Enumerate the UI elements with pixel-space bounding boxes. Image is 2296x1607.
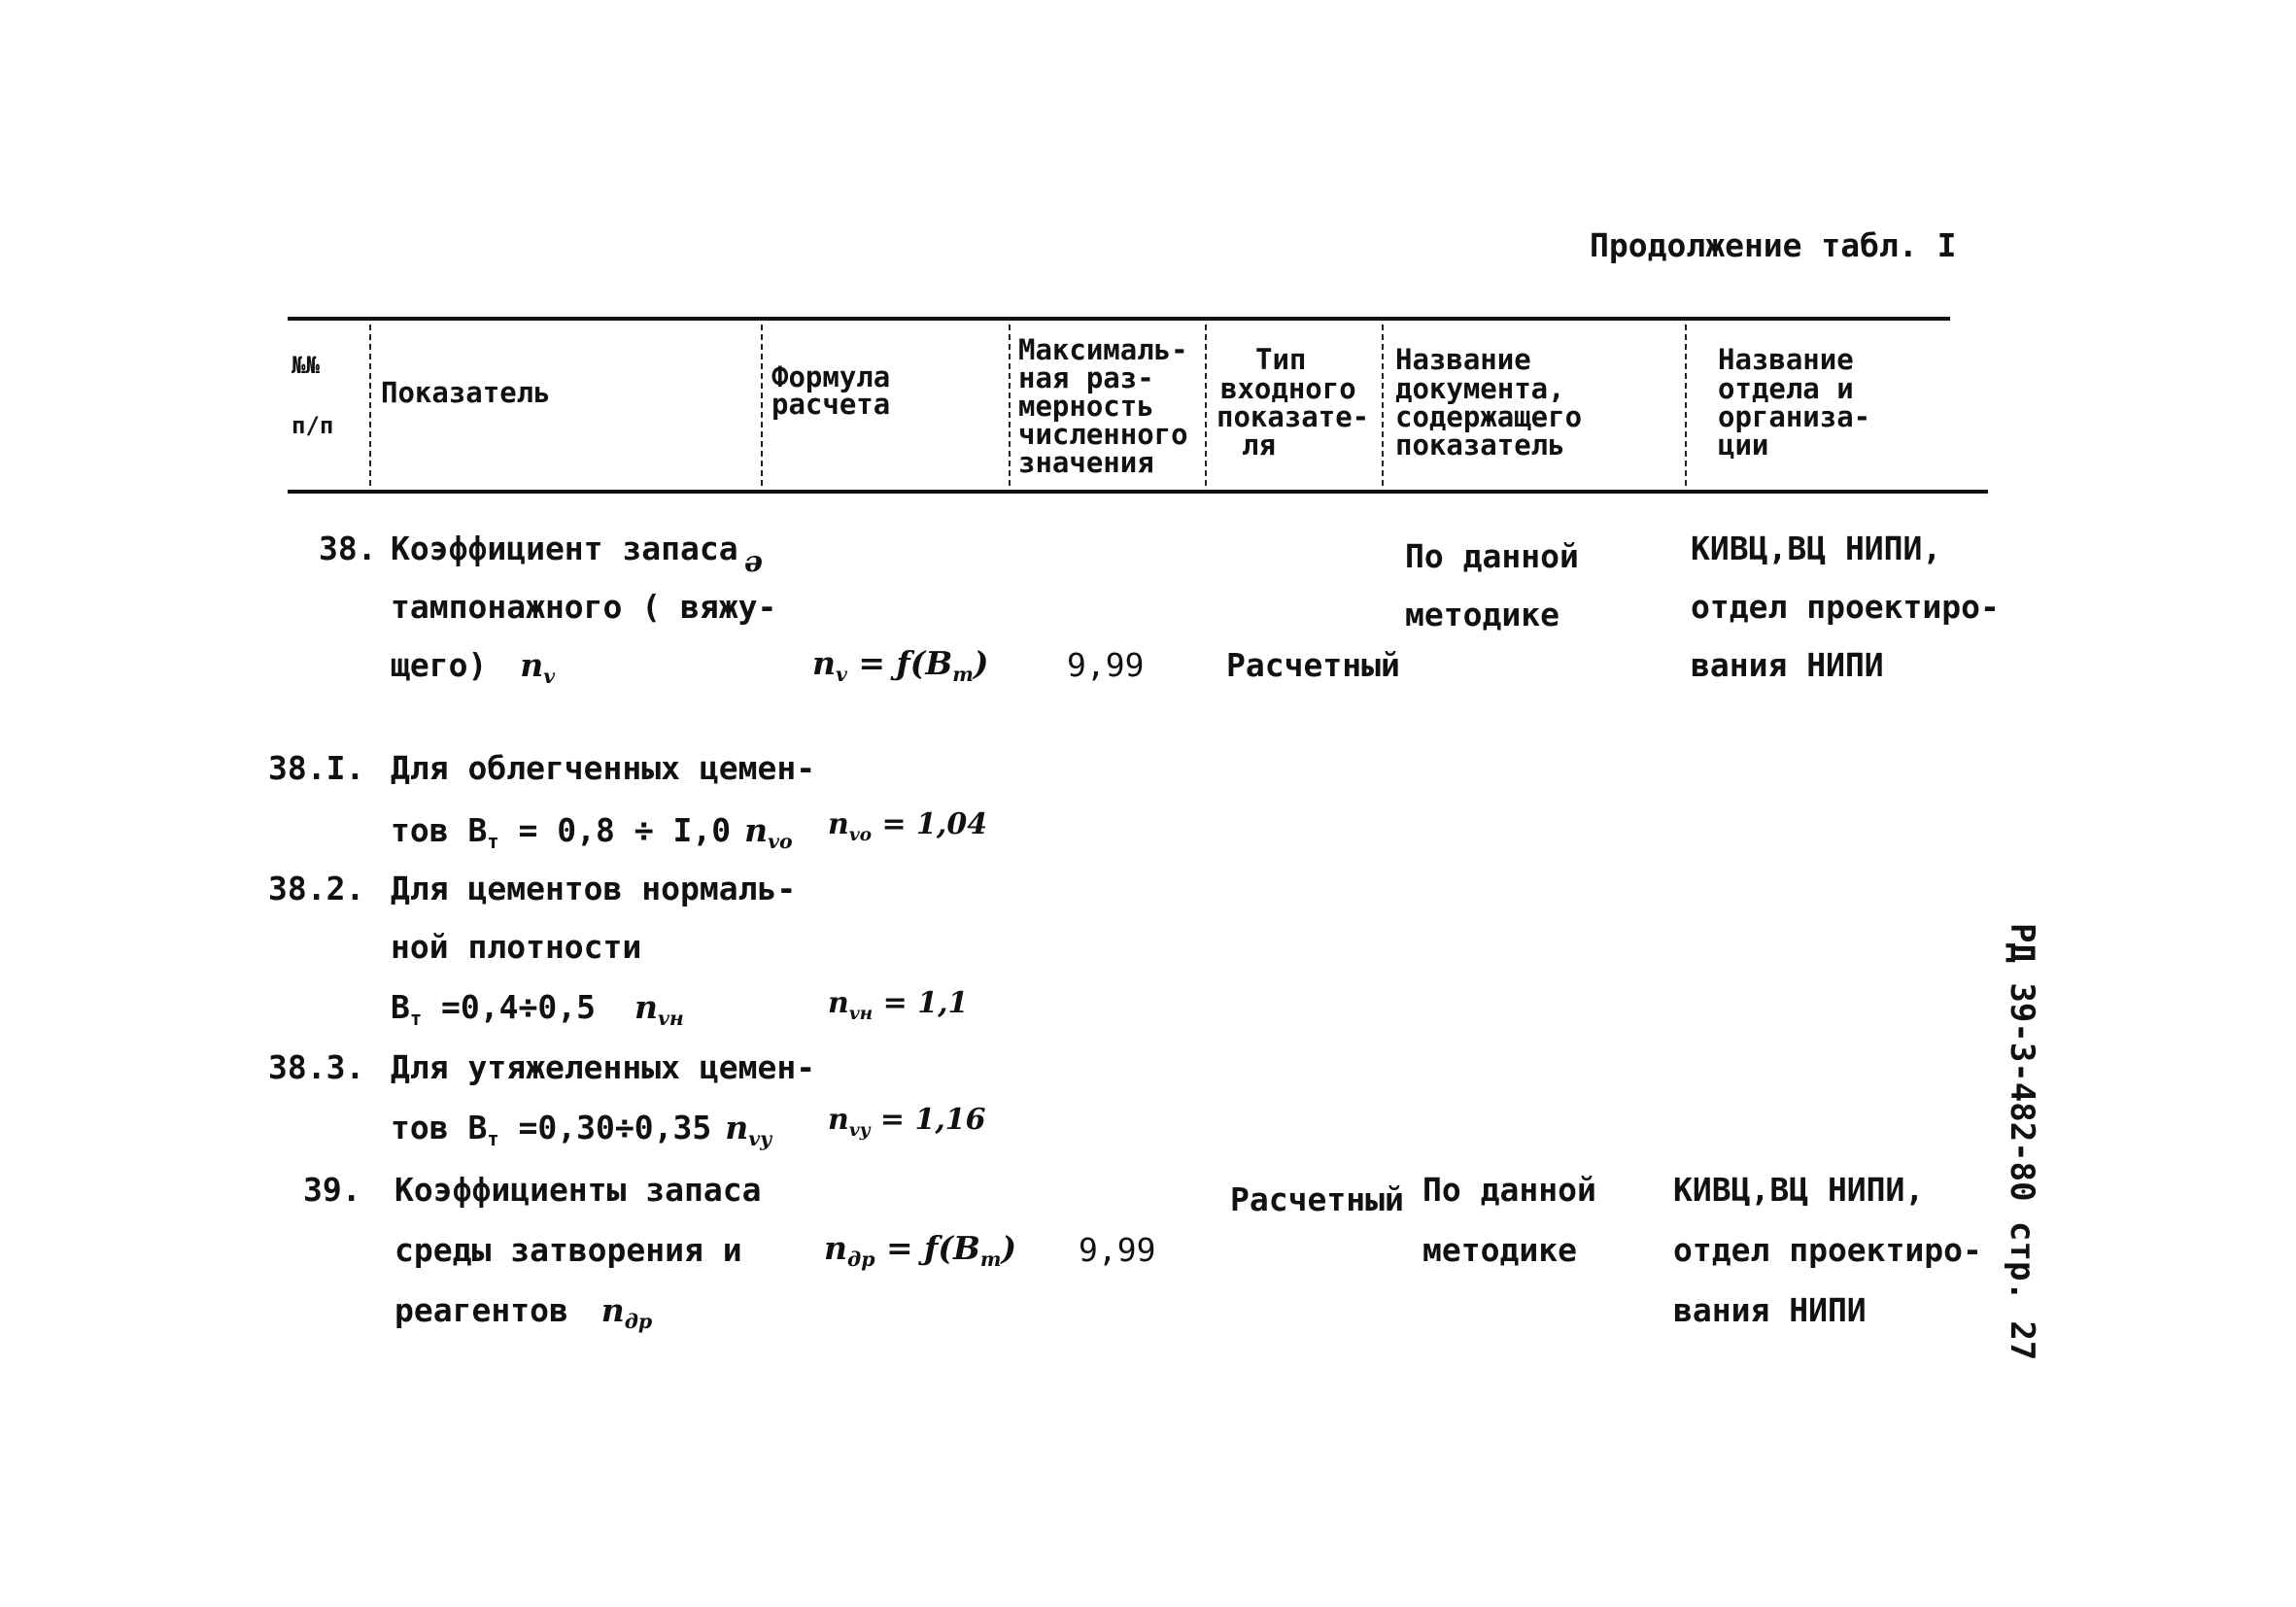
- table-header-rule: [288, 490, 1988, 494]
- header-maxdim-line: ная раз-: [1018, 361, 1154, 394]
- header-maxdim-line: Максималь-: [1018, 333, 1188, 366]
- header-document-line: содержащего: [1395, 400, 1583, 433]
- document-code: РД 39-3-482-80 стр. 27: [2003, 923, 2041, 1361]
- header-type-line: ля: [1242, 428, 1276, 462]
- row-number: 38.: [319, 530, 377, 567]
- symbol: $n_{vy}$: [725, 1109, 771, 1151]
- header-type-line: Тип: [1255, 343, 1307, 376]
- department-line: вания НИПИ: [1691, 646, 1884, 684]
- header-type-line: показате-: [1217, 400, 1370, 433]
- symbol: $n_v$: [520, 646, 556, 689]
- row-indicator-line: среды затворения и: [394, 1231, 742, 1269]
- header-department-line: Название: [1718, 343, 1854, 376]
- formula: $n_{vy} = 1,16$: [828, 1103, 986, 1141]
- department-line: КИВЦ,ВЦ НИПИ,: [1691, 530, 1942, 567]
- row-indicator-line: тов $В_т =0,30\div 0,35$ $n_{vy}$: [391, 1109, 771, 1151]
- header-formula-line: Формула: [771, 360, 891, 393]
- row-indicator-line: тампонажного ( вяжу-: [391, 588, 777, 626]
- header-maxdim-line: численного: [1018, 418, 1188, 451]
- max-dim-value: 9,99: [1079, 1231, 1156, 1269]
- row-number: 38.I.: [268, 749, 365, 787]
- header-type-line: входного: [1220, 372, 1356, 405]
- header-department-line: организа-: [1718, 400, 1871, 433]
- row-indicator-line: Для утяжеленных цемен-: [391, 1048, 816, 1086]
- header-document-line: документа,: [1395, 372, 1565, 405]
- formula: $n_{др}$ = $ƒ(B_т)$: [824, 1229, 1017, 1272]
- row-indicator-line: Для облегченных цемен-: [391, 749, 816, 787]
- department-line: отдел проектиро-: [1673, 1231, 1982, 1269]
- continuation-caption: Продолжение табл. I: [1590, 226, 1957, 264]
- margin-mark: ә: [744, 545, 764, 579]
- header-num-line2: п/п: [291, 412, 334, 439]
- header-document-line: показатель: [1395, 428, 1565, 462]
- header-maxdim-line: значения: [1018, 446, 1154, 479]
- document-line: методике: [1405, 596, 1559, 633]
- department-line: отдел проектиро-: [1691, 588, 2000, 626]
- header-formula-line: расчета: [771, 388, 891, 421]
- symbol: $n_{vн}$: [634, 988, 684, 1031]
- table-top-rule: [288, 317, 1950, 321]
- header-indicator: Показатель: [381, 376, 551, 409]
- col-separator: [761, 325, 763, 486]
- row-indicator-line: $В_т =0,4\div 0,5$ $n_{vн}$: [391, 988, 684, 1031]
- max-dim-value: 9,99: [1067, 646, 1145, 684]
- header-maxdim-line: мерность: [1018, 390, 1154, 423]
- header-document-line: Название: [1395, 343, 1531, 376]
- row-indicator-line: [391, 646, 556, 689]
- department-line: вания НИПИ: [1673, 1291, 1867, 1329]
- col-separator: [369, 325, 371, 486]
- formula: $n_v$ = $ƒ(B_т)$: [812, 644, 989, 687]
- header-num-line1: №№: [291, 352, 320, 379]
- row-indicator-line: Коэффициент запаса: [391, 530, 738, 567]
- formula: $n_{vo} = 1,04$: [828, 807, 988, 845]
- document-line: По данной: [1422, 1171, 1596, 1209]
- row-indicator-text: реагентов: [394, 1291, 568, 1329]
- row-number: 38.2.: [268, 870, 365, 907]
- type-value: Расчетный: [1230, 1180, 1404, 1218]
- col-separator: [1685, 325, 1687, 486]
- row-indicator-line: Коэффициенты запаса: [394, 1171, 762, 1209]
- symbol: $n_{др}$: [600, 1291, 653, 1334]
- document-line: По данной: [1405, 537, 1579, 575]
- type-value: Расчетный: [1226, 646, 1400, 684]
- col-separator: [1382, 325, 1384, 486]
- row-number: 38.3.: [268, 1048, 365, 1086]
- document-line: методике: [1422, 1231, 1577, 1269]
- header-department-line: ции: [1718, 428, 1769, 462]
- col-separator: [1205, 325, 1207, 486]
- row-indicator-line: тов $В_т = 0,8 \div I,0$ $n_{vo}$: [391, 811, 793, 854]
- symbol: $n_{vo}$: [744, 811, 793, 854]
- row-indicator-line: [394, 1291, 653, 1334]
- row-indicator-text: щего): [391, 646, 488, 684]
- formula: $n_{vн} = 1,1$: [828, 986, 969, 1024]
- header-department-line: отдела и: [1718, 372, 1854, 405]
- row-indicator-line: Для цементов нормаль-: [391, 870, 797, 907]
- row-indicator-line: ной плотности: [391, 928, 642, 966]
- row-number: 39.: [303, 1171, 361, 1209]
- col-separator: [1009, 325, 1011, 486]
- department-line: КИВЦ,ВЦ НИПИ,: [1673, 1171, 1925, 1209]
